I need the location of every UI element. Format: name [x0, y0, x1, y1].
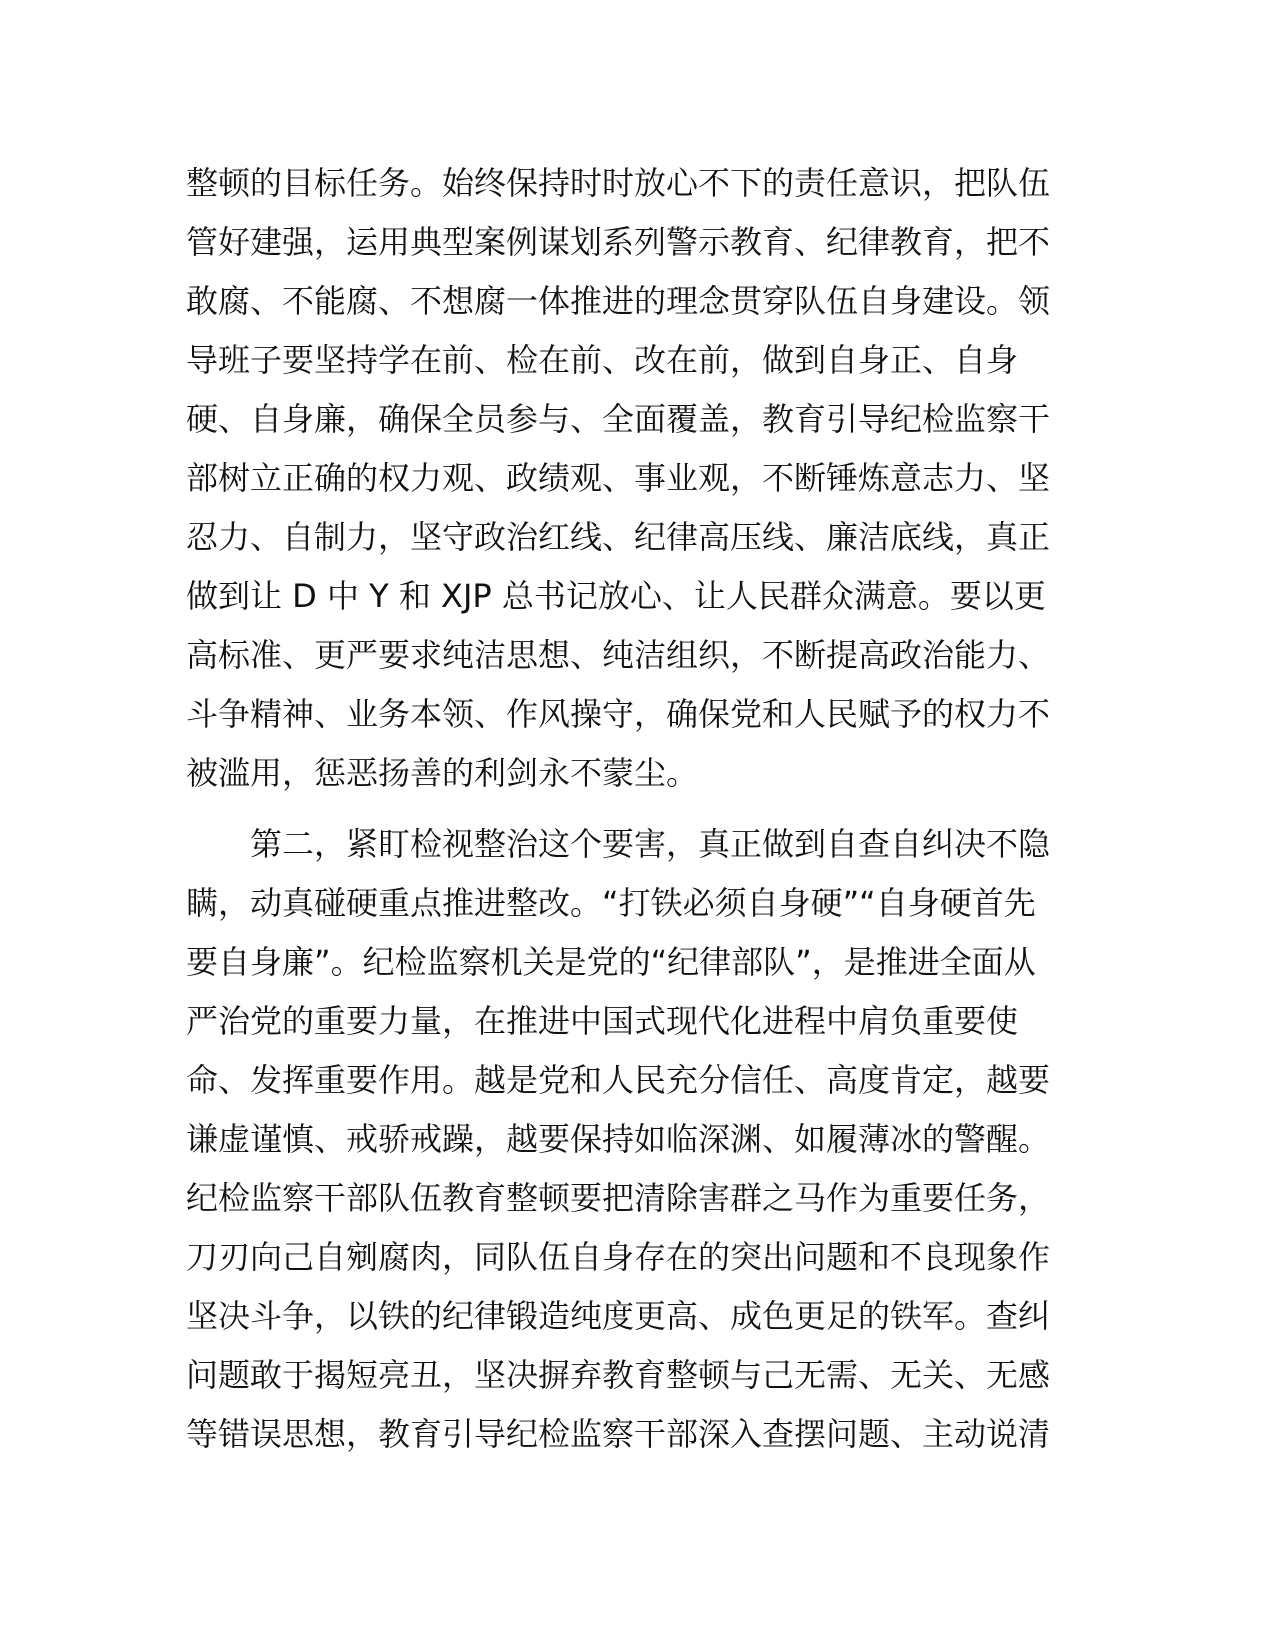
paragraph-1 — [186, 154, 1086, 803]
text-line: 谦虚谨慎、戒骄戒躁，越要保持如临深渊、如履薄冰的警醒。 — [186, 1120, 1051, 1158]
text-line: 被滥用，惩恶扬善的利剑永不蒙尘。 — [186, 754, 699, 792]
text-line: 等错误思想，教育引导纪检监察干部深入查摆问题、主动说清 — [186, 1415, 1051, 1453]
text-line: 坚决斗争，以铁的纪律锻造纯度更高、成色更足的铁军。查纠 — [186, 1297, 1051, 1335]
text-line: 高标准、更严要求纯洁思想、纯洁组织，不断提高政治能力、 — [186, 636, 1051, 674]
text-line: 刀刃向己自剜腐肉，同队伍自身存在的突出问题和不良现象作 — [186, 1238, 1051, 1276]
text-line: 部树立正确的权力观、政绩观、事业观，不断锤炼意志力、坚 — [186, 459, 1051, 497]
text-line: 敢腐、不能腐、不想腐一体推进的理念贯穿队伍自身建设。领 — [186, 282, 1051, 320]
text-line: 严治党的重要力量，在推进中国式现代化进程中肩负重要使 — [186, 1002, 1019, 1040]
paragraph-gap — [186, 803, 1086, 815]
text-line: 整顿的目标任务。始终保持时时放心不下的责任意识，把队伍 — [186, 164, 1051, 202]
text-line: 管好建强，运用典型案例谋划系列警示教育、纪律教育，把不 — [186, 223, 1051, 261]
text-line: 问题敢于揭短亮丑，坚决摒弃教育整顿与己无需、无关、无感 — [186, 1356, 1051, 1394]
text-line: 做到让 D 中 Y 和 XJP 总书记放心、让人民群众满意。要以更 — [186, 577, 1046, 615]
text-line: 忍力、自制力，坚守政治红线、纪律高压线、廉洁底线，真正 — [186, 518, 1051, 556]
document-body — [186, 154, 1086, 1464]
text-line: 硬、自身廉，确保全员参与、全面覆盖，教育引导纪检监察干 — [186, 400, 1051, 438]
text-line: 第二，紧盯检视整治这个要害，真正做到自查自纠决不隐 — [186, 825, 1051, 863]
text-line: 要自身廉”。纪检监察机关是党的“纪律部队”，是推进全面从 — [186, 943, 1036, 981]
paragraph-2 — [186, 815, 1086, 1464]
text-line: 纪检监察干部队伍教育整顿要把清除害群之马作为重要任务， — [186, 1179, 1051, 1217]
text-line: 导班子要坚持学在前、检在前、改在前，做到自身正、自身 — [186, 341, 1019, 379]
text-line: 斗争精神、业务本领、作风操守，确保党和人民赋予的权力不 — [186, 695, 1051, 733]
text-line: 瞒，动真碰硬重点推进整改。“打铁必须自身硬”“自身硬首先 — [186, 884, 1036, 922]
text-line: 命、发挥重要作用。越是党和人民充分信任、高度肯定，越要 — [186, 1061, 1051, 1099]
